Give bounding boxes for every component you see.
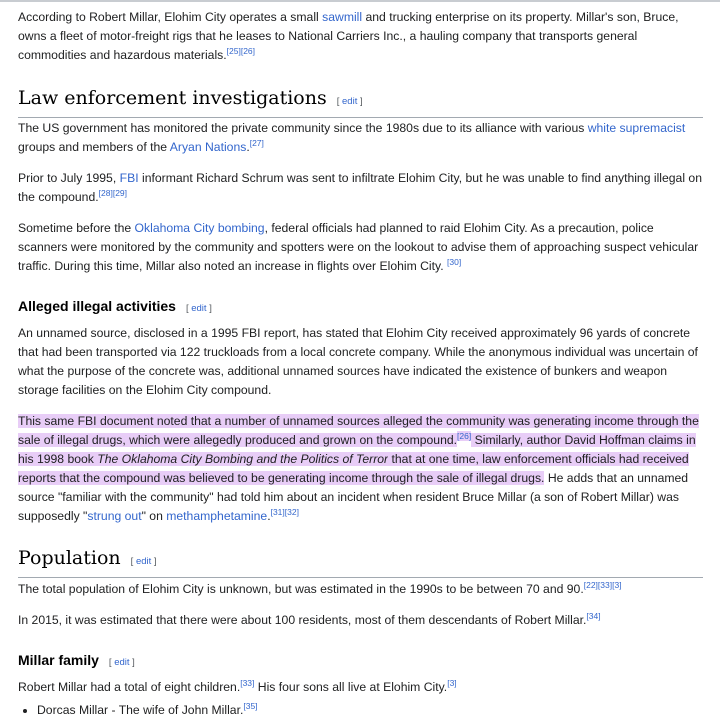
citation-31[interactable]: [31] <box>270 506 285 517</box>
text: In 2015, it was estimated that there were about 100 residents, most of them descendants of Robert Millar. <box>18 613 587 627</box>
citation-25[interactable]: [25] <box>226 45 241 56</box>
book-title: The Oklahoma City Bombing and the Politics of Terror <box>97 452 389 466</box>
top-divider <box>0 0 720 2</box>
white-supremacist-link[interactable]: white supremacist <box>587 121 686 135</box>
highlighted-text: This same FBI document noted that a number of unnamed sources alleged the community was generating income through the sale of illegal drugs, which were allegedly produced and grown on the compound. <box>18 414 699 447</box>
edit-section-law: [ edit ] <box>336 96 363 107</box>
citation-32[interactable]: [32] <box>284 506 299 517</box>
citation-30[interactable]: [30] <box>447 256 462 267</box>
sawmill-link[interactable]: sawmill <box>322 10 363 24</box>
oklahoma-city-bombing-link[interactable]: Oklahoma City bombing <box>134 221 265 235</box>
law-paragraph-3 <box>18 219 703 276</box>
citation-26[interactable]: [26] <box>240 45 256 56</box>
text: Prior to July 1995, <box>18 171 120 185</box>
edit-link[interactable]: edit <box>114 657 130 668</box>
population-paragraph-1 <box>18 580 703 599</box>
intro-paragraph <box>18 8 703 65</box>
list-item <box>37 701 703 720</box>
text: Robert Millar had a total of eight children. <box>18 680 241 694</box>
subsection-title: Millar family <box>18 652 99 668</box>
citation-26[interactable]: [26] <box>457 430 472 441</box>
section-heading <box>18 545 703 578</box>
citation-33[interactable]: [33] <box>240 677 255 688</box>
text: He adds that an unnamed source "familiar with the community" had told him about an incident when resident Bruce Millar (a son of Robert Millar) was supposedly " <box>18 471 689 523</box>
citation-3[interactable]: [3] <box>612 579 622 590</box>
text: An unnamed source, disclosed in a 1995 FBI report, has stated that Elohim City received approximately 96 yards of concrete that had been transported via 122 truckloads from a local concrete company. While the anonymous individual was uncertain of what the purpose of the concrete was, additional unnamed sources have indicated the existence of bunkers and weapon storage facilities on the Elohim City compound. <box>18 326 698 397</box>
edit-section-population: [ edit ] <box>130 556 157 567</box>
text: informant Richard Schrum was sent to infiltrate Elohim City, but he was unable to find anything illegal on the compound. <box>18 171 702 204</box>
fbi-link[interactable]: FBI <box>119 171 139 185</box>
methamphetamine-link[interactable]: methamphetamine <box>166 509 268 523</box>
text: According to Robert Millar, Elohim City operates a small <box>18 10 323 24</box>
text: Sometime before the <box>18 221 135 235</box>
alleged-paragraph-2: This same FBI document noted that a number of unnamed sources alleged the community was generating income through the sale of illegal drugs, which were allegedly produced and grown on the compound.[26] Similarly, author David Hoffman claims in his 1998 book The Oklahoma City Bombing and the Politics of Terror that at one time, law enforcement officials had received reports that the compound was believed to be generating income through the sale of illegal drugs. He adds that an unnamed source "familiar with the community" had told him about an incident when resident Bruce Millar (a son of Robert Millar) was supposedly "strung out" on methamphetamine.[31][32] <box>18 414 699 523</box>
edit-link[interactable]: edit <box>191 303 207 314</box>
text: , federal officials had planned to raid Elohim City. As a precaution, police scanners were monitored by the community and spotters were on the lookout to advise them of approaching suspect vehicular traffic. During this time, Millar also noted an increase in flights over Elohim City. <box>18 221 699 273</box>
citation-33[interactable]: [33] <box>597 579 613 590</box>
section-heading <box>18 85 703 118</box>
population-paragraph-2 <box>18 611 703 630</box>
section-millar-family <box>18 649 703 674</box>
highlighted-text: that at one time, law enforcement officials had received reports that the compound was believed to be generating income through the sale of illegal drugs. <box>18 452 689 485</box>
section-alleged-illegal-activities <box>18 295 703 320</box>
section-law-enforcement <box>18 85 703 118</box>
subsection-title: Alleged illegal activities <box>18 298 176 314</box>
law-paragraph-1: The US government has monitored the private community since the 1980s due to its alliance with various white supremacist groups and members of the Aryan Nations.[27] <box>18 121 686 154</box>
edit-section-alleged: [ edit ] <box>185 303 212 314</box>
citation-28[interactable]: [28] <box>98 187 113 198</box>
family-list <box>18 701 703 720</box>
text: His four sons all live at Elohim City. <box>254 680 448 694</box>
text: groups and members of the <box>18 140 170 154</box>
family-paragraph-1 <box>18 678 703 697</box>
section-population <box>18 545 703 578</box>
edit-link[interactable]: edit <box>135 556 152 567</box>
highlighted-text: Similarly, author David Hoffman claims in his 1998 book <box>18 433 696 466</box>
section-title: Law enforcement investigations <box>18 87 327 109</box>
citation-22[interactable]: [22] <box>583 579 598 590</box>
aryan-nations-link[interactable]: Aryan Nations <box>169 140 247 154</box>
citation-35[interactable]: [35] <box>243 700 258 711</box>
citation-3[interactable]: [3] <box>447 677 457 688</box>
citation-29[interactable]: [29] <box>112 187 128 198</box>
citation-34[interactable]: [34] <box>586 610 601 621</box>
text: and trucking enterprise on its property. Millar's son, Bruce, owns a fleet of motor-freight rigs that he leases to National Carriers Inc., a hauling company that transports general commodities and hazardous materials. <box>18 10 679 62</box>
text: Dorcas Millar - The wife of John Millar. <box>37 703 244 717</box>
citation-27[interactable]: [27] <box>249 137 264 148</box>
text: The total population of Elohim City is unknown, but was estimated in the 1990s to be between 70 and 90. <box>18 582 584 596</box>
alleged-paragraph-1 <box>18 324 703 400</box>
edit-section-family: [ edit ] <box>108 657 135 668</box>
strung-out-link[interactable]: strung out <box>87 509 142 523</box>
section-title: Population <box>18 547 121 569</box>
text: The US government has monitored the private community since the 1980s due to its alliance with various <box>18 121 588 135</box>
law-paragraph-2 <box>18 169 703 207</box>
subsection-heading <box>18 295 703 320</box>
edit-link[interactable]: edit <box>342 96 358 107</box>
subsection-heading <box>18 649 703 674</box>
